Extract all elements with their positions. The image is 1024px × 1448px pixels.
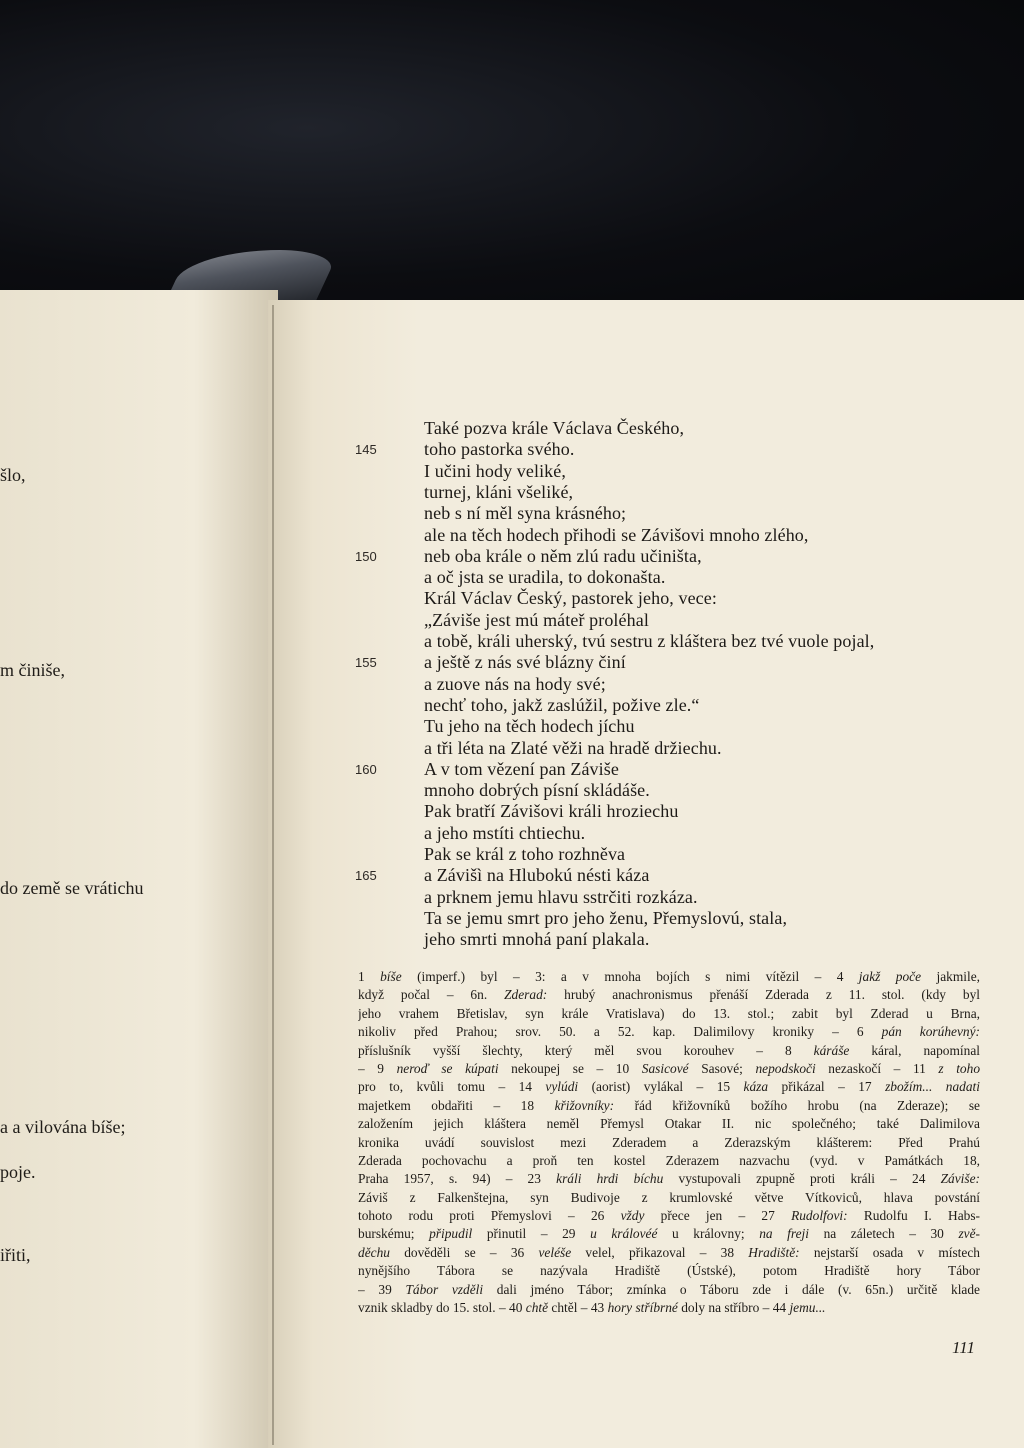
left-page-fragment: šlo,	[0, 465, 26, 485]
poem-line: a Závišì na Hlubokú nésti káza	[424, 865, 650, 886]
left-page-fragment: do země se vrátichu	[0, 878, 144, 898]
footnote-line: když počal – 6n. Zderad: hrubý anachronismus přenáší Zderada z 11. stol. (kdy byl	[358, 987, 980, 1003]
footnote-line: – 9 neroď se kúpati nekoupej se – 10 Sasicové Sasové; nepodskoči nezaskočí – 11 z toho	[358, 1060, 980, 1076]
poem-line: a tři léta na Zlaté věži na hradě držiechu.	[424, 737, 722, 758]
poem-line: a tobě, králi uherský, tvú sestru z kláštera bez tvé vuole pojal,	[424, 631, 875, 651]
page-number: 111	[952, 1338, 975, 1357]
poem-line: a ještě z nás své blázny činí	[424, 652, 626, 673]
footnote-line: děchu dověděli se – 36 veléše velel, přikazoval – 38 Hradiště: nejstarší osada v místech	[358, 1244, 980, 1260]
footnote-line: Zderada pochovachu a proň ten kostel Zderazem nazvachu (vyd. v Památkách 18,	[358, 1152, 980, 1168]
footnote-line: majetkem obdařiti – 18 křižovníky: řád křižovníků božího hrobu (na Zderaze); se	[358, 1097, 980, 1113]
poem-line: Tu jeho na těch hodech jíchu	[424, 716, 635, 737]
left-page-fragment: iřiti,	[0, 1245, 31, 1265]
poem-line: Pak bratří Závišovi králi hroziechu	[424, 801, 679, 822]
footnote-line: – 39 Tábor vzděli dali jméno Tábor; zmínka o Táboru zde i dále (v. 65n.) určitě klade	[358, 1281, 980, 1297]
poem-line: neb oba krále o něm zlú radu učiništa,	[424, 545, 702, 566]
footnote-line: vznik skladby do 15. stol. – 40 chtě chtěl – 43 hory stříbrné doly na stříbro – 44 jemu...	[358, 1300, 826, 1316]
footnote-line: pro to, kvůli tomu – 14 vylúdi (aorist) vylákal – 15 káza přikázal – 17 zbožím... nadati	[358, 1079, 980, 1095]
poem-line: I učini hody veliké,	[424, 460, 566, 481]
poem-line: a prknem jemu hlavu sstrčiti rozkáza.	[424, 886, 698, 907]
book-gutter	[272, 305, 274, 1445]
left-page	[0, 290, 278, 1448]
poem-line: Ta se jemu smrt pro jeho ženu, Přemyslovú, stala,	[424, 907, 788, 928]
poem-line: a zuove nás na hody své;	[424, 673, 606, 694]
poem-line: turnej, kláni všeliké,	[424, 481, 574, 502]
poem-line: Král Václav Český, pastorek jeho, vece:	[424, 588, 717, 609]
left-page-fragment: poje.	[0, 1162, 36, 1182]
poem-line: nechť toho, jakž zaslúžil, požive zle.“	[424, 694, 700, 715]
poem-line: toho pastorka svého.	[424, 439, 575, 460]
line-number: 145	[355, 442, 377, 458]
footnote-line: nynějšího Tábora se nazývala Hradiště (Ústské), potom Hradiště hory Tábor	[358, 1263, 980, 1279]
poem-line: neb s ní měl syna krásného;	[424, 503, 627, 524]
poem-line: mnoho dobrých písní skládáše.	[424, 780, 650, 801]
footnote-line: Záviš z Falkenštejna, syn Budivoje z krumlovské větve Vítkoviců, hlava povstání	[358, 1189, 980, 1205]
footnote-line: Praha 1957, s. 94) – 23 králi hrdi bíchu vystupovali zpupně proti králi – 24 Záviše:	[358, 1171, 980, 1187]
footnote-line: nikoliv před Prahou; srov. 50. a 52. kap. Dalimilovy kroniky – 6 pán korúhevný:	[358, 1024, 980, 1040]
footnote-line: 1 bíše (imperf.) byl – 3: a v mnoha bojích s nimi vítězil – 4 jakž poče jakmile,	[358, 969, 980, 984]
poem-line: a oč jsta se uradila, to dokonašta.	[424, 567, 666, 588]
footnote-line: jeho vrahem Břetislav, syn krále Vratislava) do 13. stol.; zabit byl Zderad u Brna,	[358, 1005, 980, 1021]
poem-line: Pak se král z toho rozhněva	[424, 844, 626, 864]
footnote-line: kronika uvádí souvislost mezi Zderadem a Zderazským klášterem: Před Prahú	[358, 1134, 980, 1150]
poem-line: Také pozva krále Václava Českého,	[424, 418, 685, 438]
poem-line: A v tom vězení pan Záviše	[424, 758, 619, 779]
line-number: 150	[355, 548, 377, 564]
poem-line: jeho smrti mnohá paní plakala.	[424, 929, 650, 950]
footnotes	[358, 968, 980, 1317]
left-page-fragment: a a vilována bíše;	[0, 1117, 126, 1137]
poem-line: a jeho mstíti chtiechu.	[424, 822, 586, 843]
footnote-line: příslušník vyšší šlechty, který měl svou korouhev – 8 káráše káral, napomínal	[358, 1042, 980, 1058]
footnote-line: burskému; připudil přinutil – 29 u královéé u královny; na freji na záletech – 30 zvě-	[358, 1226, 980, 1242]
line-number: 165	[355, 868, 377, 884]
footnote-line: založením jejich kláštera neměl Přemysl Otakar II. nic společného; také Dalimilova	[358, 1116, 980, 1132]
poem-line: ale na těch hodech přihodi se Závišovi mnoho zlého,	[424, 524, 809, 545]
dark-background	[0, 0, 1024, 320]
line-number: 155	[355, 655, 377, 671]
line-number: 160	[355, 761, 377, 777]
footnote-line: tohoto rodu proti Přemyslovi – 26 vždy přece jen – 27 Rudolfovi: Rudolfu I. Habs-	[358, 1208, 980, 1224]
poem-line: „Záviše jest mú máteř proléhal	[424, 609, 649, 630]
left-page-fragment: m činiše,	[0, 660, 65, 680]
